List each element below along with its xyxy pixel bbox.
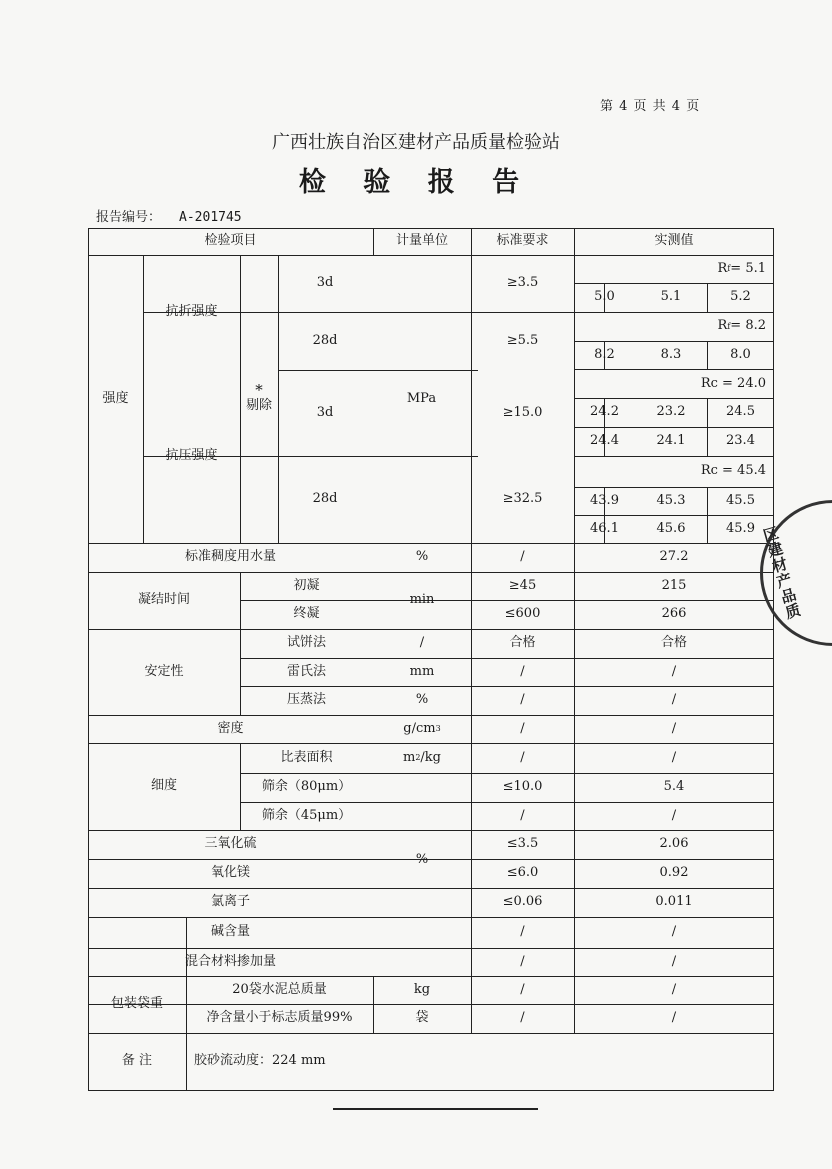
packaging-unit: 袋	[415, 1010, 429, 1026]
strength-value: 24.5	[726, 404, 755, 420]
sieve80-standard: ≤10.0	[502, 779, 543, 795]
seal-stamp-text: 区建材产品质	[761, 523, 803, 623]
soundness-method: 雷氏法	[286, 663, 326, 679]
compressive-label: 抗压强度	[165, 448, 218, 464]
chemical-value: 0.92	[659, 865, 689, 881]
strength-value: 24.4	[590, 433, 619, 449]
report-number-value: A-201745	[179, 210, 242, 225]
chemical-label: 混合材料掺加量	[184, 953, 276, 969]
density-value: /	[671, 720, 677, 736]
average-symbol: R	[717, 260, 728, 276]
strength-value: 24.1	[656, 433, 686, 449]
strength-average	[574, 312, 774, 341]
strength-label: 强度	[102, 390, 129, 406]
consistency-value: 27.2	[659, 549, 689, 565]
soundness-unit: %	[415, 692, 429, 708]
chemical-value: /	[671, 924, 677, 940]
strength-unit: MPa	[406, 390, 437, 406]
setting-initial-value: 215	[661, 577, 687, 593]
chemical-standard: ≤6.0	[506, 865, 539, 881]
consistency-unit: %	[415, 549, 429, 565]
soundness-method: 试饼法	[286, 635, 326, 651]
average-symbol: R	[717, 318, 728, 334]
header-measured: 实测值	[654, 233, 694, 249]
grid-line-horizontal	[88, 1033, 774, 1034]
strength-value: 45.5	[726, 492, 755, 508]
header-item: 检验项目	[204, 233, 257, 249]
packaging-item: 净含量小于标志质量99%	[206, 1010, 353, 1026]
packaging-standard: /	[520, 981, 525, 997]
chemical-label: 氧化镁	[210, 865, 250, 881]
soundness-value: /	[671, 663, 677, 679]
sieve45-value: /	[671, 807, 677, 823]
sieve80-value: 5.4	[663, 779, 685, 795]
setting-final-label: 终凝	[293, 606, 320, 622]
setting-initial-label: 初凝	[293, 577, 320, 593]
strength-average	[574, 255, 774, 283]
surface-unit-rest: /kg	[420, 749, 441, 765]
soundness-method: 压蒸法	[286, 692, 326, 708]
strength-value: 43.9	[590, 492, 619, 508]
exclude-label	[240, 255, 278, 543]
chemical-standard: ≤0.06	[502, 894, 543, 910]
strength-value: 23.4	[726, 433, 755, 449]
strength-value: 45.9	[726, 520, 755, 536]
soundness-standard: 合格	[509, 635, 536, 651]
setting-final-value: 266	[661, 606, 687, 622]
strength-value: 24.2	[590, 404, 619, 420]
remarks-value: 胶砂流动度：224 mm	[194, 1053, 326, 1069]
inspection-table	[88, 228, 774, 1094]
average-subscript: f	[727, 321, 731, 331]
strength-value: 5.0	[594, 289, 615, 305]
chemical-value: /	[671, 953, 677, 969]
density-label: 密度	[217, 720, 244, 736]
density-unit-sup: 3	[435, 724, 441, 733]
chemical-standard: /	[520, 953, 525, 969]
setting-final-standard: ≤600	[504, 606, 541, 622]
strength-value: 46.1	[590, 520, 619, 536]
chemical-standard: ≤3.5	[506, 836, 539, 852]
report-number-label: 报告编号：	[96, 210, 162, 225]
chemical-label: 三氧化硫	[204, 836, 257, 852]
header-unit: 计量单位	[395, 233, 448, 249]
strength-value: 45.3	[656, 492, 686, 508]
packaging-label: 包装袋重	[110, 996, 163, 1012]
setting-initial-standard: ≥45	[508, 577, 537, 593]
report-number	[96, 206, 242, 225]
page-number: 第 4 页 共 4 页	[600, 99, 701, 114]
report-title: 检 验 报 告	[298, 167, 534, 198]
strength-age: 28d	[312, 332, 338, 348]
density-standard: /	[520, 720, 525, 736]
average-value: = 8.2	[730, 318, 766, 334]
grid-line-vertical	[574, 976, 575, 1033]
grid-line-vertical	[373, 976, 374, 1033]
soundness-unit: mm	[409, 663, 435, 679]
strength-value: 5.2	[730, 289, 751, 305]
strength-standard: ≥3.5	[506, 275, 539, 291]
organization-name: 广西壮族自治区建材产品质量检验站	[272, 132, 560, 153]
average-value: = 5.1	[730, 260, 766, 276]
consistency-label: 标准稠度用水量	[184, 549, 276, 565]
surface-unit-base: m	[402, 749, 416, 765]
exclude-mark: *	[255, 381, 263, 400]
strength-value: 8.0	[730, 346, 751, 362]
average-value: Rc = 24.0	[700, 375, 766, 391]
fineness-label: 细度	[150, 778, 177, 794]
strength-average	[574, 370, 774, 398]
packaging-item: 20袋水泥总质量	[232, 981, 327, 997]
soundness-value: /	[671, 692, 677, 708]
average-subscript: f	[727, 264, 731, 273]
soundness-label: 安定性	[144, 663, 184, 679]
chemical-label: 碱含量	[210, 924, 250, 940]
surface-value: /	[671, 749, 677, 765]
surface-unit-sup: 2	[415, 753, 421, 762]
chemical-standard: /	[520, 924, 525, 940]
bottom-rule	[333, 1108, 538, 1110]
chemical-value: 0.011	[655, 894, 693, 910]
strength-standard: ≥15.0	[502, 404, 543, 420]
grid-line-horizontal	[88, 1090, 774, 1091]
soundness-standard: /	[520, 692, 525, 708]
grid-line-horizontal	[88, 976, 774, 977]
grid-line-vertical	[186, 976, 187, 1090]
header-standard: 标准要求	[496, 233, 549, 249]
remarks-label: 备 注	[121, 1053, 153, 1069]
strength-age: 3d	[316, 275, 334, 291]
strength-age: 28d	[312, 491, 338, 507]
surface-unit	[373, 743, 471, 773]
strength-value: 8.3	[660, 346, 682, 362]
packaging-standard: /	[520, 1010, 525, 1026]
flexural-label: 抗折强度	[165, 304, 218, 320]
surface-standard: /	[520, 749, 525, 765]
strength-value: 45.6	[656, 520, 686, 536]
strength-standard: ≥32.5	[502, 491, 543, 507]
strength-age: 3d	[316, 404, 334, 420]
consistency-standard: /	[520, 549, 525, 565]
strength-standard: ≥5.5	[506, 332, 539, 348]
strength-average	[574, 456, 774, 487]
strength-value: 5.1	[660, 289, 682, 305]
sieve80-label: 筛余（80μm）	[261, 779, 352, 795]
setting-unit: min	[409, 592, 435, 608]
soundness-standard: /	[520, 663, 525, 679]
chemical-label: 氯离子	[210, 894, 250, 910]
packaging-value: /	[671, 1010, 677, 1026]
strength-value: 8.2	[594, 346, 615, 362]
average-value: Rc = 45.4	[700, 463, 766, 479]
packaging-unit: kg	[413, 981, 431, 997]
soundness-unit: /	[419, 635, 425, 651]
strength-value: 23.2	[656, 404, 686, 420]
soundness-value: 合格	[660, 635, 687, 651]
density-unit-base: g/cm	[403, 720, 436, 736]
exclude-text: 剔除	[245, 398, 272, 414]
density-unit	[373, 715, 471, 743]
sieve45-standard: /	[520, 807, 525, 823]
packaging-value: /	[671, 981, 677, 997]
surface-label: 比表面积	[280, 749, 333, 765]
grid-line-vertical	[471, 976, 472, 1033]
chemical-value: 2.06	[659, 836, 689, 852]
grid-line-horizontal	[186, 1004, 774, 1005]
sieve45-label: 筛余（45μm）	[261, 807, 352, 823]
percent-unit: %	[415, 852, 429, 868]
setting-label: 凝结时间	[137, 592, 190, 608]
